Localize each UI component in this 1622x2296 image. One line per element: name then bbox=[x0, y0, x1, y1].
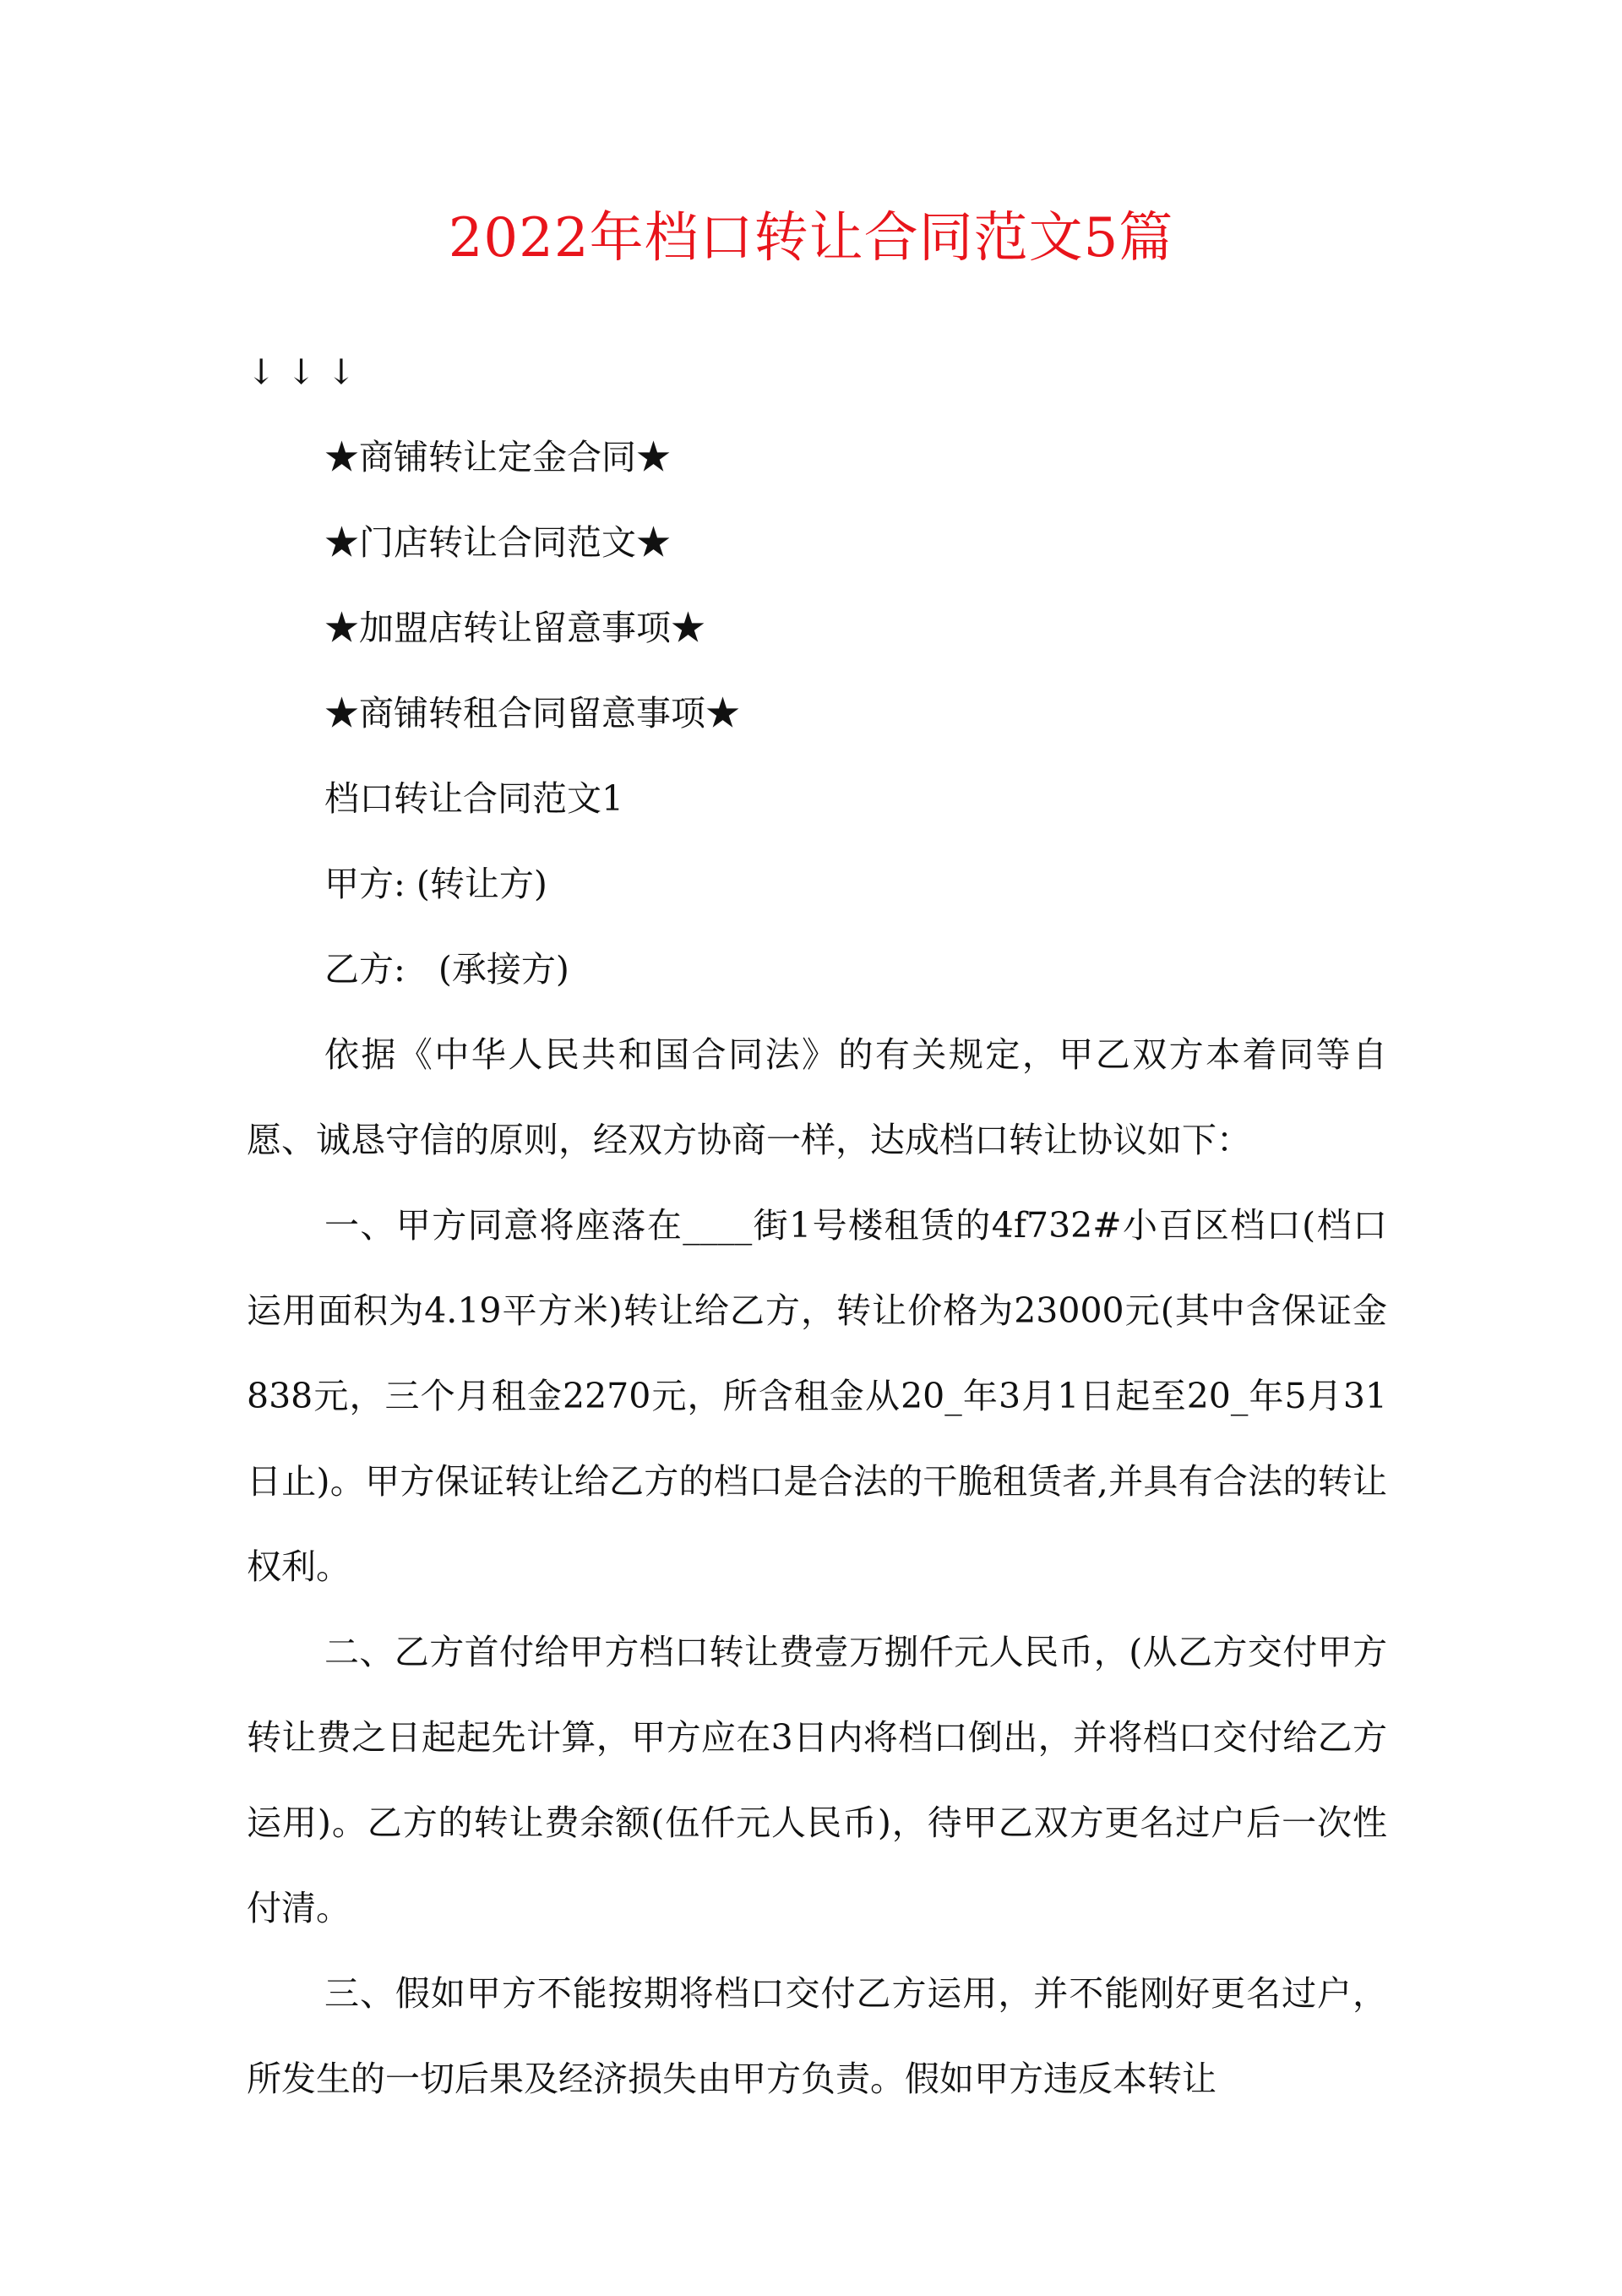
related-link-2[interactable]: ★门店转让合同范文★ bbox=[324, 522, 671, 563]
party-b-label: 乙方: (承接方) bbox=[324, 949, 569, 990]
paragraph-clause-1: 一、甲方同意将座落在____街1号楼租赁的4f732#小百区档口(档口运用面积为4.19平方米)转让给乙方，转让价格为23000元(其中含保证金838元，三个月租金2270元，所含租金从20_年3月1日起至20_年5月31日止)。甲方保证转让给乙方的档口是合法的干脆租赁者,并具有合法的转让权利。 bbox=[247, 1205, 1387, 1587]
document-body bbox=[247, 330, 1387, 2122]
paragraph-clause-2: 二、乙方首付给甲方档口转让费壹万捌仟元人民币，(从乙方交付甲方转让费之日起起先计算，甲方应在3日内将档口倒出，并将档口交付给乙方运用)。乙方的转让费余额(伍仟元人民币)，待甲乙双方更名过户后一次性付清。 bbox=[247, 1632, 1387, 1928]
party-a-label: 甲方: (转让方) bbox=[324, 864, 547, 904]
paragraph-intro: 依据《中华人民共和国合同法》的有关规定，甲乙双方本着同等自愿、诚恳守信的原则，经双方协商一样，达成档口转让协议如下： bbox=[247, 1034, 1387, 1160]
related-link-4[interactable]: ★商铺转租合同留意事项★ bbox=[324, 693, 740, 734]
related-link-3[interactable]: ★加盟店转让留意事项★ bbox=[324, 608, 705, 648]
document-title: 2022年档口转让合同范文5篇 bbox=[448, 207, 1174, 270]
paragraph-clause-3: 三、假如甲方不能按期将档口交付乙方运用，并不能刚好更名过户，所发生的一切后果及经济损失由甲方负责。假如甲方违反本转让 bbox=[247, 1973, 1387, 2099]
arrow-indicators: ↓ ↓ ↓ bbox=[247, 352, 357, 392]
section-heading: 档口转让合同范文1 bbox=[324, 778, 624, 819]
related-link-1[interactable]: ★商铺转让定金合同★ bbox=[324, 437, 671, 477]
